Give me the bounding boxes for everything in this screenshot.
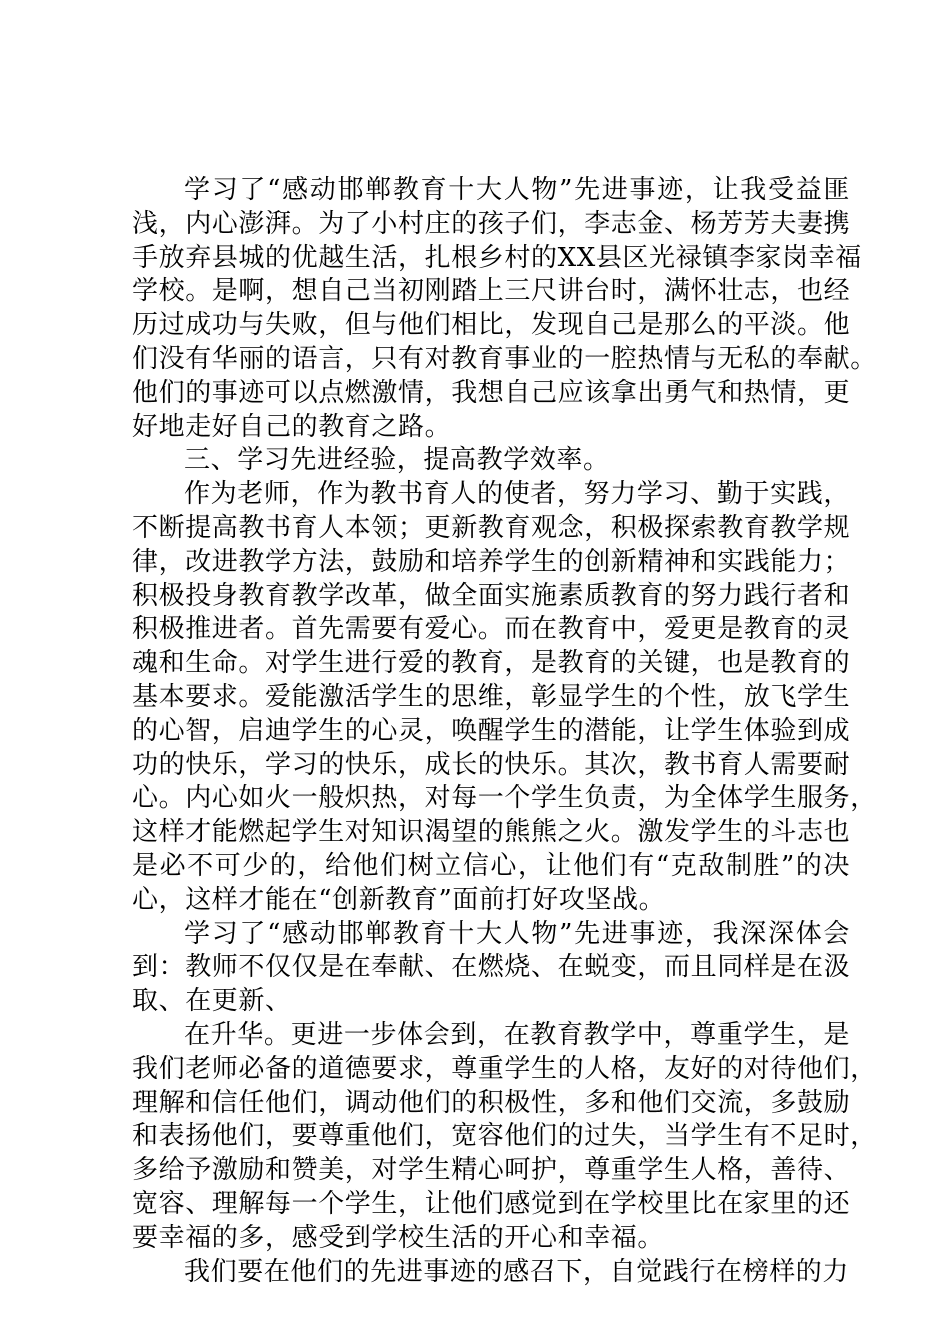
text-line: 要幸福的多，感受到学校生活的开心和幸福。	[132, 1222, 665, 1253]
text-line: 基本要求。爱能激活学生的思维，彰显学生的个性，放飞学生	[132, 681, 851, 712]
text-line: 学校。是啊，想自己当初刚踏上三尺讲台时，满怀壮志，也经	[132, 276, 851, 307]
text-line: 们没有华丽的语言，只有对教育事业的一腔热情与无私的奉献。	[132, 343, 877, 374]
text-line: 我们要在他们的先进事迹的感召下，自觉践行在榜样的力	[184, 1256, 850, 1287]
text-line: 心，这样才能在“创新教育”面前打好攻坚战。	[132, 884, 666, 915]
text-line: 和表扬他们，要尊重他们，宽容他们的过失，当学生有不足时，	[132, 1121, 877, 1152]
text-line: 学习了“感动邯郸教育十大人物”先进事迹，我深深体会	[184, 918, 850, 949]
text-line: 取、在更新、	[132, 986, 292, 1017]
text-line: 在升华。更进一步体会到，在教育教学中，尊重学生，是	[184, 1019, 850, 1050]
text-line: 魂和生命。对学生进行爱的教育，是教育的关键，也是教育的	[132, 648, 851, 679]
text-line: 心。内心如火一般炽热，对每一个学生负责，为全体学生服务，	[132, 783, 877, 814]
text-line: 理解和信任他们，调动他们的积极性，多和他们交流，多鼓励	[132, 1087, 851, 1118]
text-line: 到：教师不仅仅是在奉献、在燃烧、在蜕变，而且同样是在汲	[132, 952, 851, 983]
text-line: 好地走好自己的教育之路。	[132, 411, 452, 442]
text-line: 三、学习先进经验，提高教学效率。	[184, 445, 610, 476]
text-line: 多给予激励和赞美，对学生精心呵护，尊重学生人格，善待、	[132, 1155, 851, 1186]
text-line: 的心智，启迪学生的心灵，唤醒学生的潜能，让学生体验到成	[132, 715, 851, 746]
text-line: 积极推进者。首先需要有爱心。而在教育中，爱更是教育的灵	[132, 614, 851, 645]
text-line: 历过成功与失败，但与他们相比，发现自己是那么的平淡。他	[132, 310, 851, 341]
text-line: 不断提高教书育人本领；更新教育观念，积极探索教育教学规	[132, 512, 851, 543]
text-line: 是必不可少的，给他们树立信心，让他们有“克敌制胜”的决	[132, 850, 850, 881]
text-line: 功的快乐，学习的快乐，成长的快乐。其次，教书育人需要耐	[132, 749, 851, 780]
text-line: 律，改进教学方法，鼓励和培养学生的创新精神和实践能力；	[132, 546, 851, 577]
text-line: 学习了“感动邯郸教育十大人物”先进事迹，让我受益匪	[184, 175, 850, 205]
text-line: 他们的事迹可以点燃激情，我想自己应该拿出勇气和热情，更	[132, 377, 851, 408]
text-line: 我们老师必备的道德要求，尊重学生的人格，友好的对待他们，	[132, 1053, 877, 1084]
text-line: 手放弃县城的优越生活，扎根乡村的XX县区光禄镇李家岗幸福	[132, 242, 862, 273]
text-line: 作为老师，作为教书育人的使者，努力学习、勤于实践，	[184, 479, 850, 510]
text-line: 宽容、理解每一个学生，让他们感觉到在学校里比在家里的还	[132, 1188, 851, 1219]
text-line: 浅，内心澎湃。为了小村庄的孩子们，李志金、杨芳芳夫妻携	[132, 208, 851, 239]
text-line: 积极投身教育教学改革，做全面实施素质教育的努力践行者和	[132, 580, 851, 611]
document-body	[132, 174, 877, 1289]
text-line: 这样才能燃起学生对知识渴望的熊熊之火。激发学生的斗志也	[132, 817, 851, 848]
